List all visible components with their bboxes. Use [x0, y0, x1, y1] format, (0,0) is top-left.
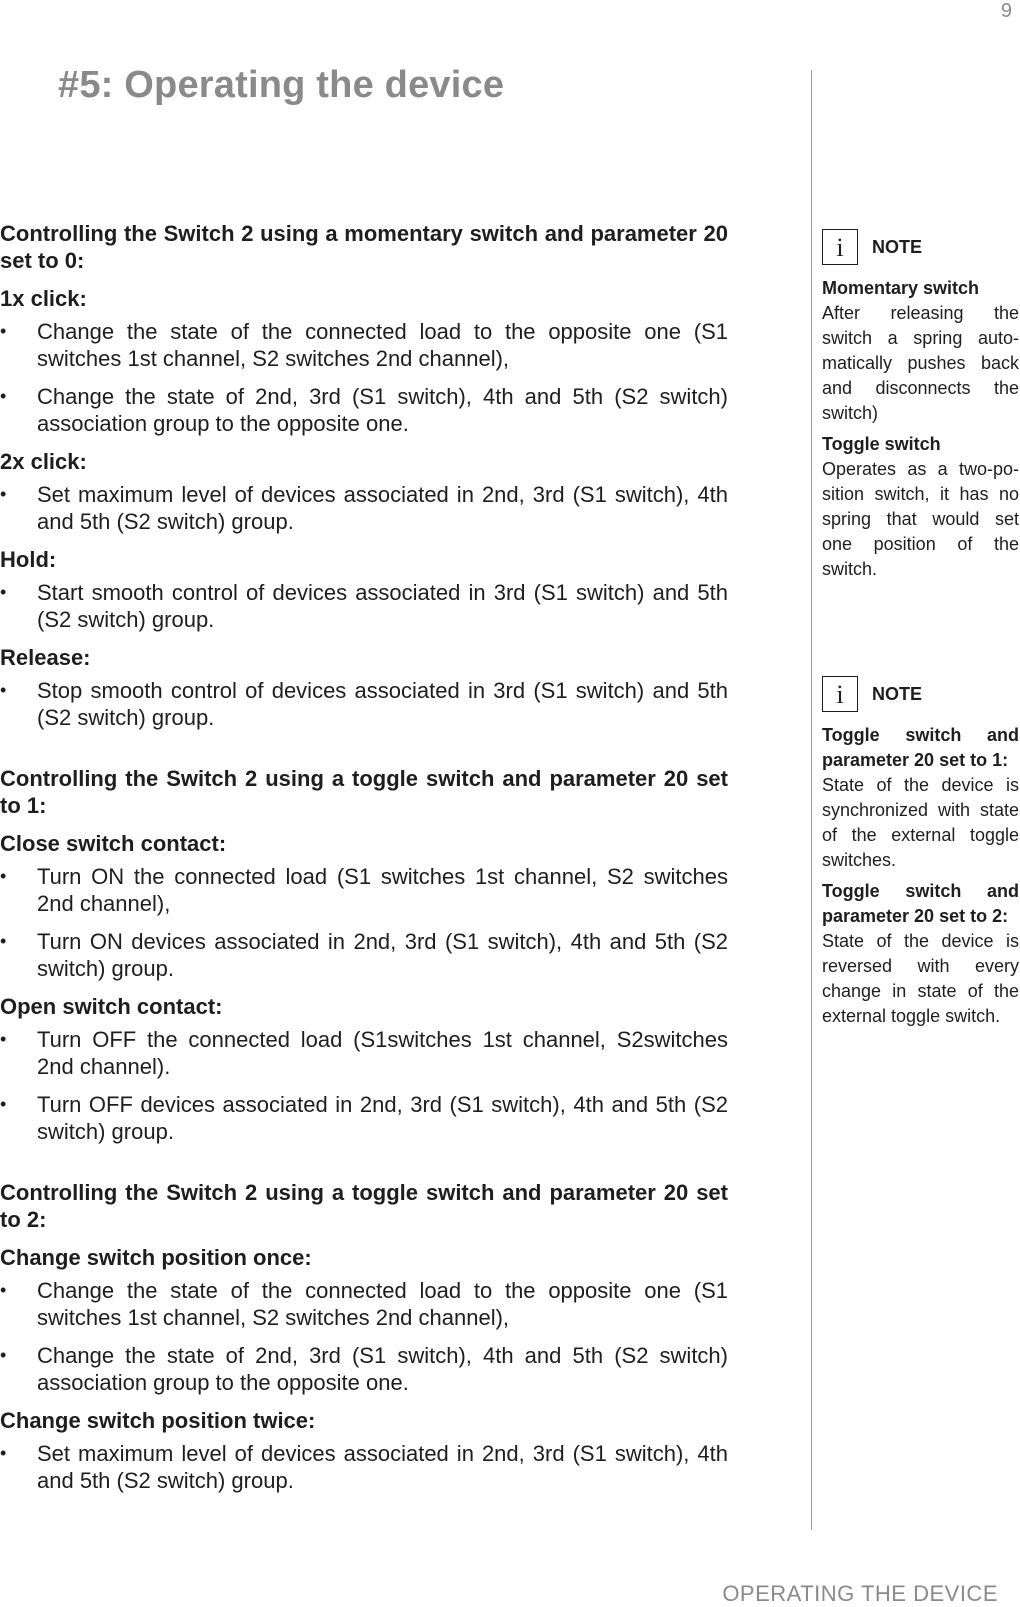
- info-icon: i: [822, 229, 858, 265]
- note-term: Momentary switch: [822, 278, 980, 298]
- page-title: #5: Operating the device: [58, 64, 505, 106]
- group-label: 1x click:: [0, 286, 87, 311]
- note-label: NOTE: [872, 683, 923, 704]
- list-item: • Turn OFF devices associated in 2nd, 3rd (S1 switch), 4th and 5th (S2 switch) group.: [0, 1091, 728, 1145]
- list-item: • Turn ON the connected load (S1 switches 1st channel, S2 switches 2nd channel),: [0, 863, 728, 917]
- note-term: Toggle switch and parameter 20 set to 1:: [822, 725, 1019, 770]
- group-label: Release:: [0, 645, 91, 670]
- note-header: [822, 228, 1019, 266]
- note-desc: State of the device is reversed with every change in state of the external toggle switch.: [822, 931, 1019, 1026]
- list-item: • Change the state of the connected load to the opposite one (S1 switches 1st channel, S2 switches 2nd channel),: [0, 1277, 728, 1331]
- group-label: 2x click:: [0, 449, 87, 474]
- note-header: [822, 675, 1019, 713]
- list-item: • Set maximum level of devices associated in 2nd, 3rd (S1 switch), 4th and 5th (S2 switch) group.: [0, 1440, 728, 1494]
- note-desc: After releasing the switch a spring auto-matically pushes back and disconnects the switch): [822, 303, 1019, 423]
- section-heading: Controlling the Switch 2 using a toggle switch and parameter 20 set to 1:: [0, 766, 728, 818]
- main-content: [0, 220, 728, 1528]
- section-heading: Controlling the Switch 2 using a momentary switch and parameter 20 set to 0:: [0, 221, 728, 273]
- list-item: • Start smooth control of devices associated in 3rd (S1 switch) and 5th (S2 switch) group.: [0, 579, 728, 633]
- page-number: 9: [1000, 0, 1012, 22]
- bullet-list: [0, 318, 728, 437]
- bullet-list: [0, 481, 728, 535]
- note-label: NOTE: [872, 236, 923, 257]
- info-icon: i: [822, 676, 858, 712]
- list-item: • Turn ON devices associated in 2nd, 3rd (S1 switch), 4th and 5th (S2 switch) group.: [0, 928, 728, 982]
- bullet-list: [0, 863, 728, 982]
- bullet-list: [0, 1026, 728, 1145]
- bullet-list: [0, 677, 728, 731]
- section-toggle-param-1: [0, 765, 728, 1145]
- note-term: Toggle switch and parameter 20 set to 2:: [822, 881, 1019, 926]
- list-item: • Change the state of the connected load to the opposite one (S1 switches 1st channel, S2 switches 2nd channel),: [0, 318, 728, 372]
- group-label: Change switch position once:: [0, 1245, 312, 1270]
- list-item: • Set maximum level of devices associated in 2nd, 3rd (S1 switch), 4th and 5th (S2 switch) group.: [0, 481, 728, 535]
- note-desc: Operates as a two-po-sition switch, it has no spring that would set one position of the switch.: [822, 459, 1019, 579]
- section-heading: Controlling the Switch 2 using a toggle switch and parameter 20 set to 2:: [0, 1180, 728, 1232]
- list-item: • Change the state of 2nd, 3rd (S1 switch), 4th and 5th (S2 switch) association group to the opposite one.: [0, 1342, 728, 1396]
- group-label: Change switch position twice:: [0, 1408, 316, 1433]
- list-item: • Turn OFF the connected load (S1switches 1st channel, S2switches 2nd channel).: [0, 1026, 728, 1080]
- note-term: Toggle switch: [822, 434, 941, 454]
- section-momentary-param-0: [0, 220, 728, 731]
- section-toggle-param-2: [0, 1179, 728, 1494]
- bullet-list: [0, 1440, 728, 1494]
- group-label: Close switch contact:: [0, 831, 227, 856]
- bullet-list: [0, 1277, 728, 1396]
- note-box-switch-types: [822, 228, 1019, 588]
- note-desc: State of the device is synchronized with state of the external toggle switches.: [822, 775, 1019, 870]
- group-label: Open switch contact:: [0, 994, 223, 1019]
- list-item: • Stop smooth control of devices associated in 3rd (S1 switch) and 5th (S2 switch) group.: [0, 677, 728, 731]
- column-divider: [811, 70, 812, 1530]
- footer-section-label: OPERATING THE DEVICE: [722, 1581, 998, 1606]
- note-box-toggle-params: [822, 675, 1019, 1035]
- list-item: • Change the state of 2nd, 3rd (S1 switch), 4th and 5th (S2 switch) association group to the opposite one.: [0, 383, 728, 437]
- group-label: Hold:: [0, 547, 57, 572]
- bullet-list: [0, 579, 728, 633]
